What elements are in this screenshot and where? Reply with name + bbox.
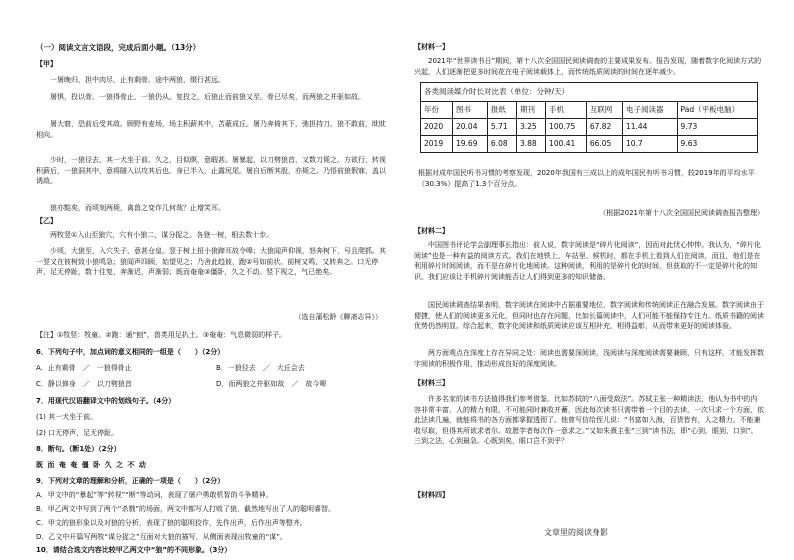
table-cell: 5.71: [487, 119, 516, 136]
question-6: 6．下列句子中，加点词的意义相同的一组是（ ）（2分）: [36, 348, 225, 356]
material-4-label: 【材料四】: [414, 491, 449, 499]
yi-paragraph-2: 少顷，大狼至，入穴失子，意甚仓皇。竖于树上扭小狼蹄耳故令嗥；大狼闻声仰视，怒奔树下，号且爬抓。其一竖又在彼树致小狼鸣急；狼闻声四顾，始望见之；乃舍此趋彼，跑②号如前状。前树又鸣，又转奔之。口无停声，足无停趾，数十往复，奔渐迟，声渐弱；既而奄奄③僵卧，久之不动。竖下视之，气已绝矣。: [36, 247, 386, 276]
table-header: 互联网: [586, 102, 622, 119]
q7-item-1: (1) 其一犬坐于前。: [36, 413, 98, 421]
material-4-caption: 文章里的阅读身影: [544, 528, 608, 537]
q6-option-b[interactable]: B．一狼径去 ／ 大丘会去: [216, 364, 305, 372]
question-10: 10．请结合选文内容比较甲乙两文中“狼”的不同形象。（3分）: [36, 546, 232, 554]
question-7: 7．用现代汉语翻译文中的划线句子。（4分）: [36, 397, 176, 405]
jia-label: 【甲】: [36, 60, 57, 68]
table-cell: 67.82: [586, 119, 622, 136]
material-1-source: （根据2021年第十八次全国国民阅读调查报告整理）: [599, 209, 764, 217]
material-2-paragraph-2: 国民阅读调查结果表明，数字阅读在阅读中占据重要地位，数字阅读和传统阅读正在融合发展。数字阅读由于便捷，使人们的阅读更多元化，但同时也存在问题，比如长篇阅读中，人们可能不能保持专注力。纸质书籍的阅读优势仍然明显。综合起来，数字化阅读和纸质阅读应该互相补充，相得益彰，从而带来更好的阅读体验。: [414, 301, 764, 330]
table-header: 期刊: [516, 102, 545, 119]
material-2-paragraph-1: 中国图书评论学会副理事长指出：前人说，数字阅读是“碎片化阅读”，因而对此忧心忡忡。我认为，“碎片化阅读”也是一种有益的阅读方式。我们在地铁上、车站里、候机时，都在手机上看到人们在阅读，而且，他们是在利用碎片时间阅读，而不是在碎片化地阅读。这种阅读，利用的是碎片化的时间，但获取的不一定是碎片化的知识。我们应该让手机碎片阅读能否让人们得到更多的知识储备。: [414, 241, 761, 281]
table-cell: 2019: [421, 136, 453, 153]
table-cell: 66.05: [586, 136, 622, 153]
table-cell: 6.08: [487, 136, 516, 153]
jia-paragraph-1: 一屠晚归，担中肉尽，止有剩骨。途中两狼，缀行甚远。: [50, 76, 225, 84]
table-cell: 9.73: [677, 119, 757, 136]
jia-paragraph-5: 狼亦黠矣，而顷刻两毙，禽兽之变诈几何哉？止增笑耳。: [50, 204, 225, 212]
material-2-paragraph-3: 两方面观点在深度上存在异同之处：阅读也需要深阅读，浅阅读与深度阅读需要兼顾，只有这样，才能发挥数字阅读的积极作用，推动形成良好的深度阅读。: [414, 349, 764, 368]
table-cell: 3.88: [516, 136, 545, 153]
table-cell: 3.25: [516, 119, 545, 136]
section1-title: （一）阅读文言文语段，完成后面小题。（13分）: [36, 43, 201, 52]
q9-option-c[interactable]: C．甲文的狼形象以及对狼的分析，表现了狼的聪明狡诈，先作出声，后作出声等整齐。: [36, 519, 307, 527]
question-9: 9．下列对文章的理解和分析，正确的一项是（ ）（2分）: [36, 477, 225, 485]
annotation-note: 【注】①牧竖：牧童。②跑：通“刨”，兽类用足扒土。③奄奄：气息微弱的样子。: [36, 331, 287, 339]
table-cell: 100.75: [546, 119, 587, 136]
jia-paragraph-3: 屠大窘，恐前后受其敌。顾野有麦场，场主积薪其中，苫蔽成丘。屠乃奔倚其下，弛担持刀。狼不敢前，眈眈相向。: [36, 120, 386, 139]
reading-media-table: [420, 82, 758, 153]
table-row: [421, 119, 758, 136]
table-header: 手机: [546, 102, 587, 119]
material-2-label: 【材料二】: [414, 227, 449, 235]
table-header: 年份: [421, 102, 453, 119]
table-header: 图书: [453, 102, 488, 119]
q9-option-b[interactable]: B．甲乙两文中写到了两个“杀戮”的场面，两文中都写人打败了狼，截然地写出了人的聪明睿智。: [36, 505, 336, 513]
table-cell: 9.63: [677, 136, 757, 153]
table-header-row: [421, 102, 758, 119]
table-cell: 2020: [421, 119, 453, 136]
table-header: Pad（平板电脑）: [677, 102, 757, 119]
q7-item-2: (2) 口无停声，足无停趾。: [36, 429, 119, 437]
material-1-label: 【材料一】: [414, 43, 449, 51]
table-header: 报纸: [487, 102, 516, 119]
material-3-label: 【材料三】: [414, 379, 449, 387]
q9-option-a[interactable]: A．甲文中的“暴起”等“转视”“断”等动词，表现了屠户勇敢机智的斗争精神。: [36, 491, 273, 499]
table-cell: 100.41: [546, 136, 587, 153]
table-cell: 10.7: [622, 136, 677, 153]
yi-source: （选自蒲松龄《聊斋志异》）: [294, 313, 382, 321]
q6-option-a[interactable]: A．止有剩骨 ／ 一狼得骨止: [36, 364, 132, 372]
material-1-after-table: 根据对成年国民听书习惯的考察发现，2020年我国有三成以上的成年国民有听书习惯，较2019年的平均水平（30.3%）提高了1.3个百分点。: [418, 169, 755, 188]
material-1-text: 2021年“世界读书日”期间，第十八次全国国民阅读调查的主要成果发布。报告发现，随着数字化阅读方式的兴起，人们逐渐把更多时间花在电子阅读载体上，而传统纸质阅读的时间在逐年减少。: [414, 57, 762, 76]
jia-paragraph-4: 少时，一狼径去，其一犬坐于前。久之，目似瞑，意暇甚。屠暴起，以刀劈狼首，又数刀毙之。方欲行，转视积薪后，一狼洞其中，意将隧入以攻其后也。身已半入，止露尻尾。屠自后断其股，亦毙之。乃悟前狼假寐，盖以诱敌。: [36, 156, 386, 185]
q9-option-d[interactable]: D．乙文中开篇写两牧“谋分捉之”互面对大狼的描写，从侧面表现出牧童的“谋”。: [36, 533, 287, 541]
table-row: [421, 136, 758, 153]
table-title: 各类阅读媒介时长对比表（单位：分钟/天）: [421, 83, 758, 102]
table-cell: 20.04: [453, 119, 488, 136]
q8-sentence: 既 而 奄 奄 僵 卧 久 之 不 动: [36, 461, 147, 469]
table-cell: 19.69: [453, 136, 488, 153]
table-cell: 11.44: [622, 119, 677, 136]
jia-paragraph-2: 屠惧，投以骨。一狼得骨止，一狼仍从。复投之，后狼止而前狼又至。骨已尽矣，而两狼之并驱如故。: [50, 93, 365, 101]
material-3-text: 许多名家的读书方法值得我们参考借鉴。比如苏轼的“八面受敌法”。苏轼主张一种精读法，他认为书中的内容非常丰富，人的精力有限，不可能同时兼收并蓄，因此每次读书只需带着一个目的去读，一次只求一个方面，依此法读几遍，就能将书的各方面都掌握透彻了。他曾写信给侄儿说：“书富如入海，百货皆有，人之精力，不能兼收尽取，但得其所欲求者尔。故愿学者每次作一意求之。”又如朱熹主张“三到”读书法，即“心到，眼到，口到”。三到之法，心到最急。心既到矣，眼口岂不到乎？: [414, 395, 764, 445]
yi-label: 【乙】: [36, 217, 57, 225]
q6-option-d[interactable]: D．而两狼之并驱如故 ／ 故今嗥: [216, 380, 327, 388]
question-8: 8．断句。（断1处）（2分）: [36, 445, 121, 453]
yi-paragraph-1: 两牧竖①入山至狼穴，穴有小狼二，谋分捉之。各登一树，相去数十步。: [50, 231, 274, 239]
q6-option-c[interactable]: C．静以修身 ／ 以刀劈狼首: [36, 380, 132, 388]
table-header: 电子阅读器: [622, 102, 677, 119]
